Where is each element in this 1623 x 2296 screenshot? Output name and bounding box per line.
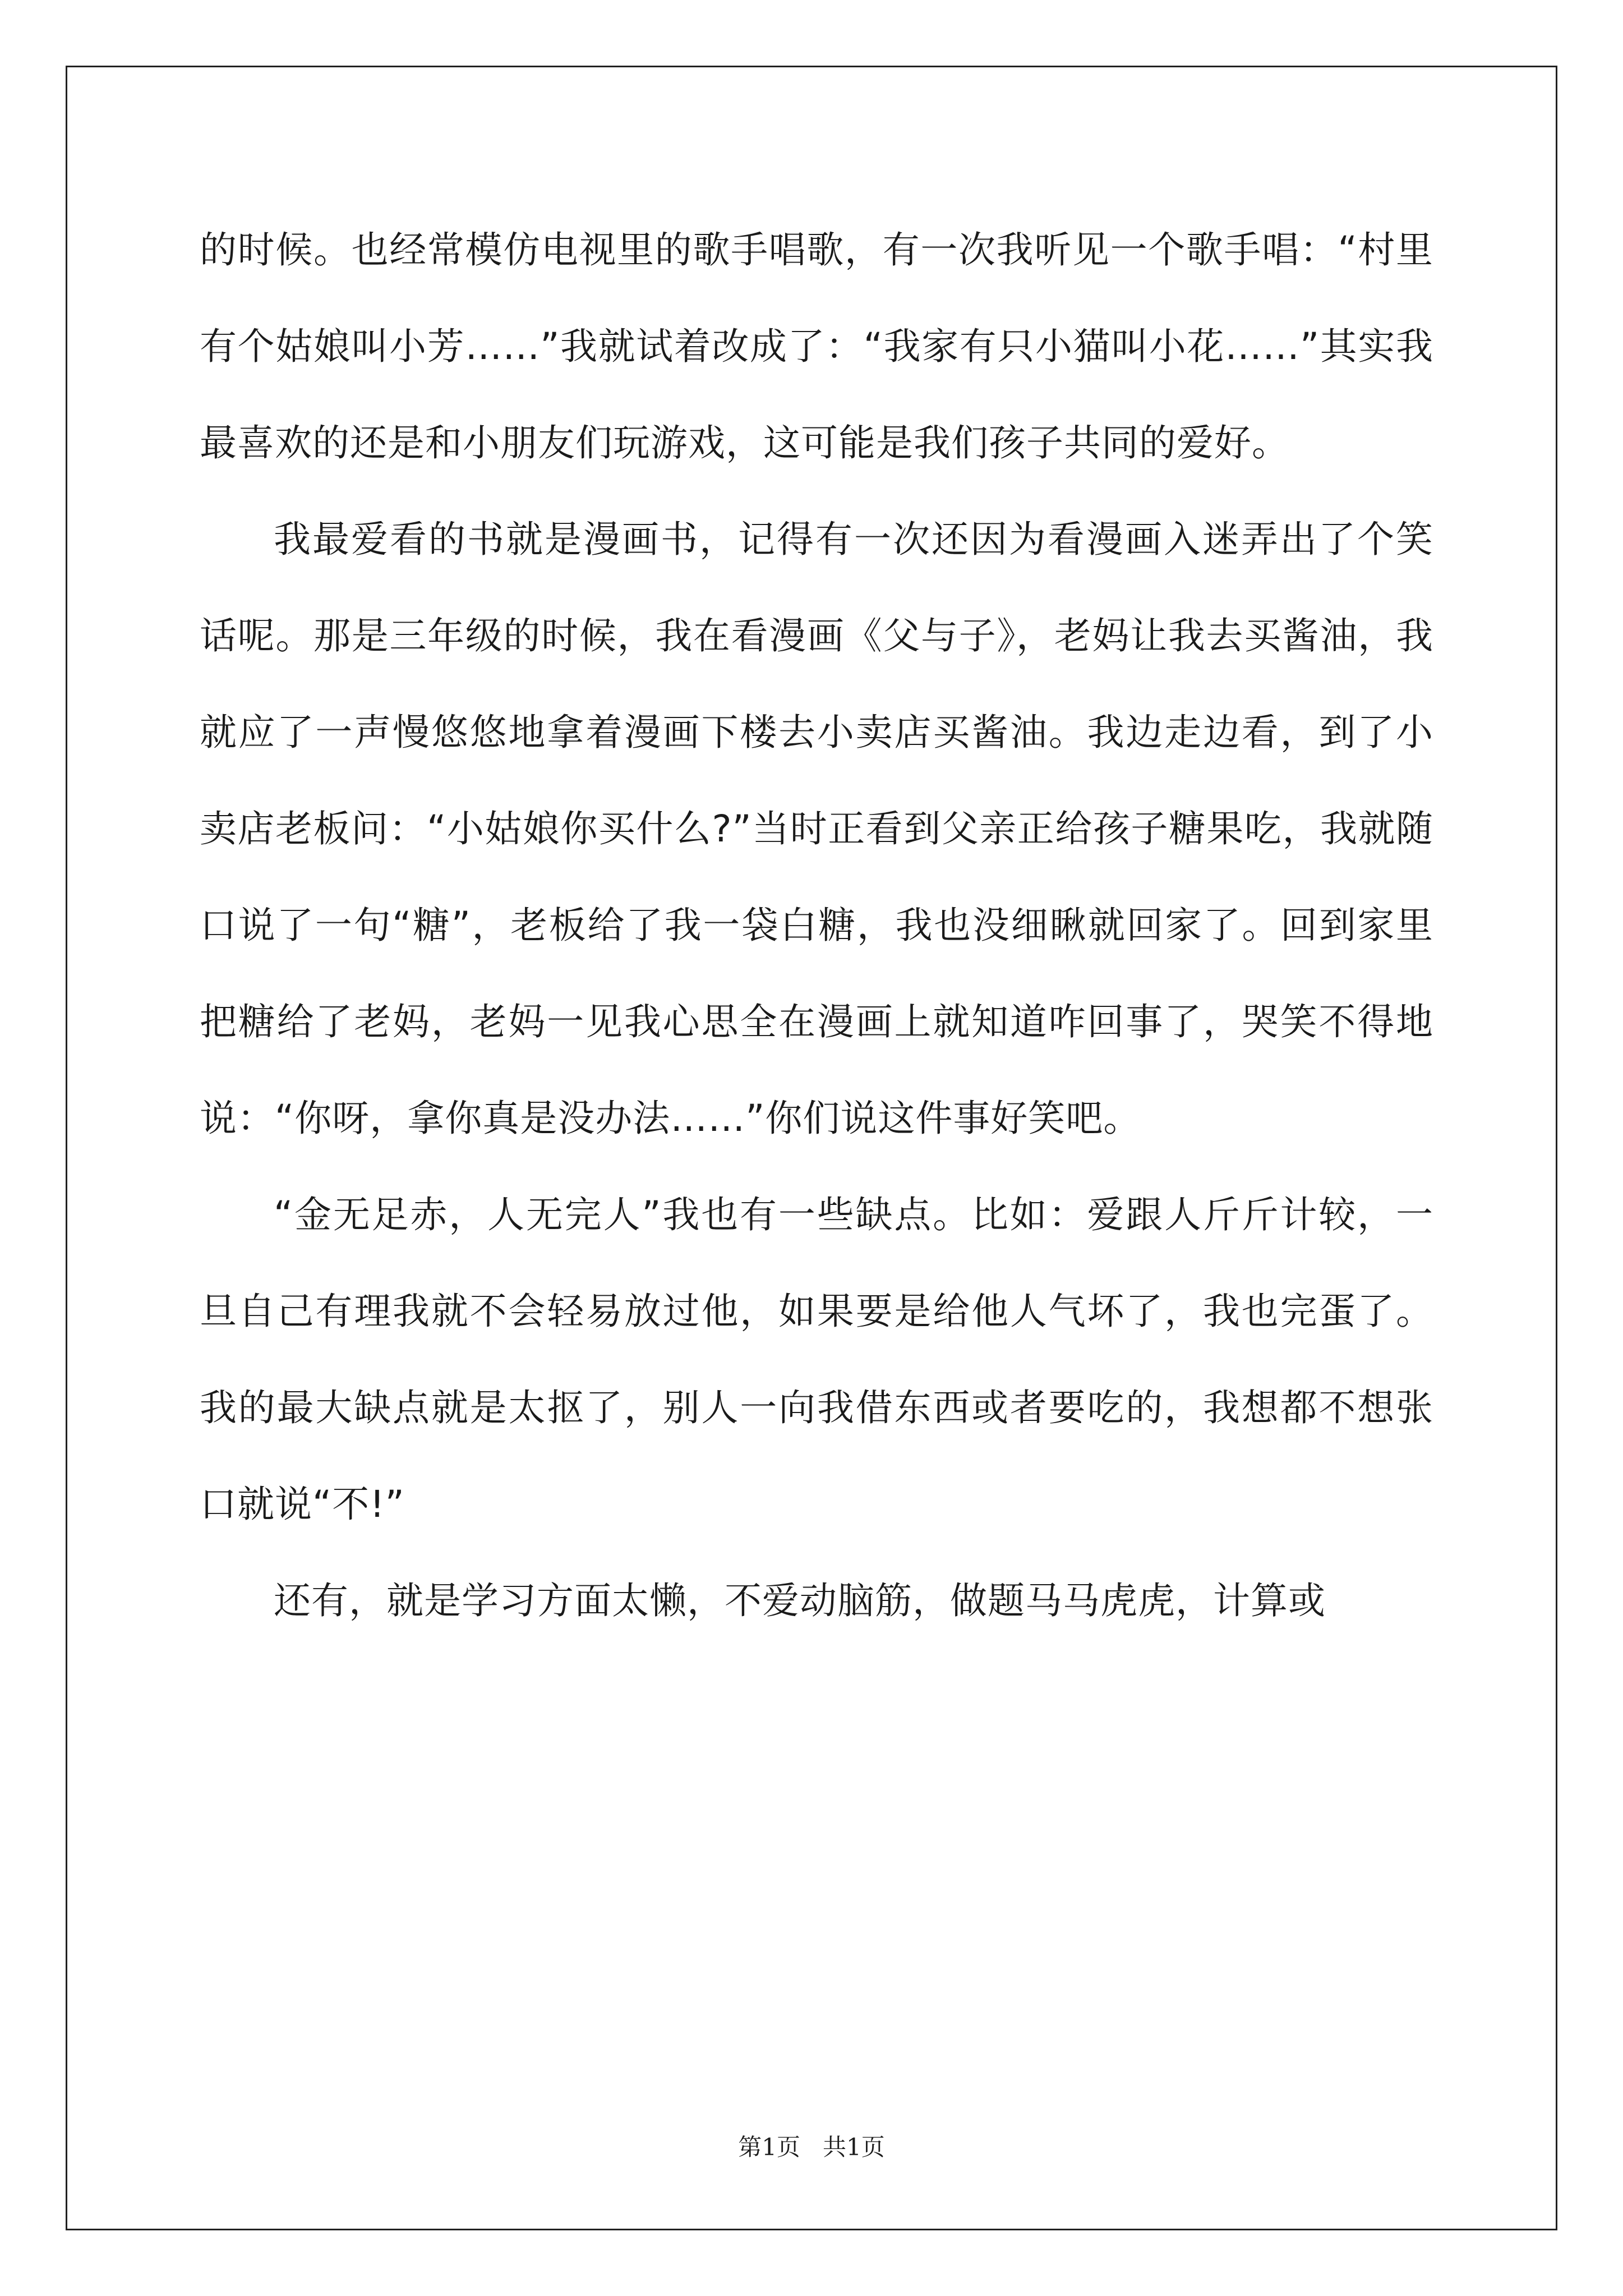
page-number: 第1页 xyxy=(738,2133,800,2161)
paragraph-4: 还有，就是学习方面太懒，不爱动脑筋，做题马马虎虎，计算或 xyxy=(274,1579,1326,1622)
page-footer xyxy=(0,2129,1623,2162)
document-body xyxy=(200,202,1433,1649)
paragraph-3: “金无足赤，人无完人”我也有一些缺点。比如：爱跟人斤斤计较，一旦自己有理我就不会轻易放过他，如果要是给他人气坏了，我也完蛋了。我的最大缺点就是太抠了，别人一向我借东西或者要吃的，我想都不想张口就说“不!” xyxy=(200,1193,1433,1526)
paragraph-2: 我最爱看的书就是漫画书，记得有一次还因为看漫画入迷弄出了个笑话呢。那是三年级的时候，我在看漫画《父与子》，老妈让我去买酱油，我就应了一声慢悠悠地拿着漫画下楼去小卖店买酱油。我边走边看，到了小卖店老板问：“小姑娘你买什么?”当时正看到父亲正给孩子糖果吃，我就随口说了一句“糖”，老板给了我一袋白糖，我也没细瞅就回家了。回到家里把糖给了老妈，老妈一见我心思全在漫画上就知道咋回事了，哭笑不得地说：“你呀，拿你真是没办法……”你们说这件事好笑吧。 xyxy=(200,518,1433,1140)
paragraph-1: 的时候。也经常模仿电视里的歌手唱歌，有一次我听见一个歌手唱：“村里有个姑娘叫小芳……”我就试着改成了：“我家有只小猫叫小花……”其实我最喜欢的还是和小朋友们玩游戏，这可能是我们孩子共同的爱好。 xyxy=(200,228,1433,464)
page-total: 共1页 xyxy=(823,2133,885,2161)
